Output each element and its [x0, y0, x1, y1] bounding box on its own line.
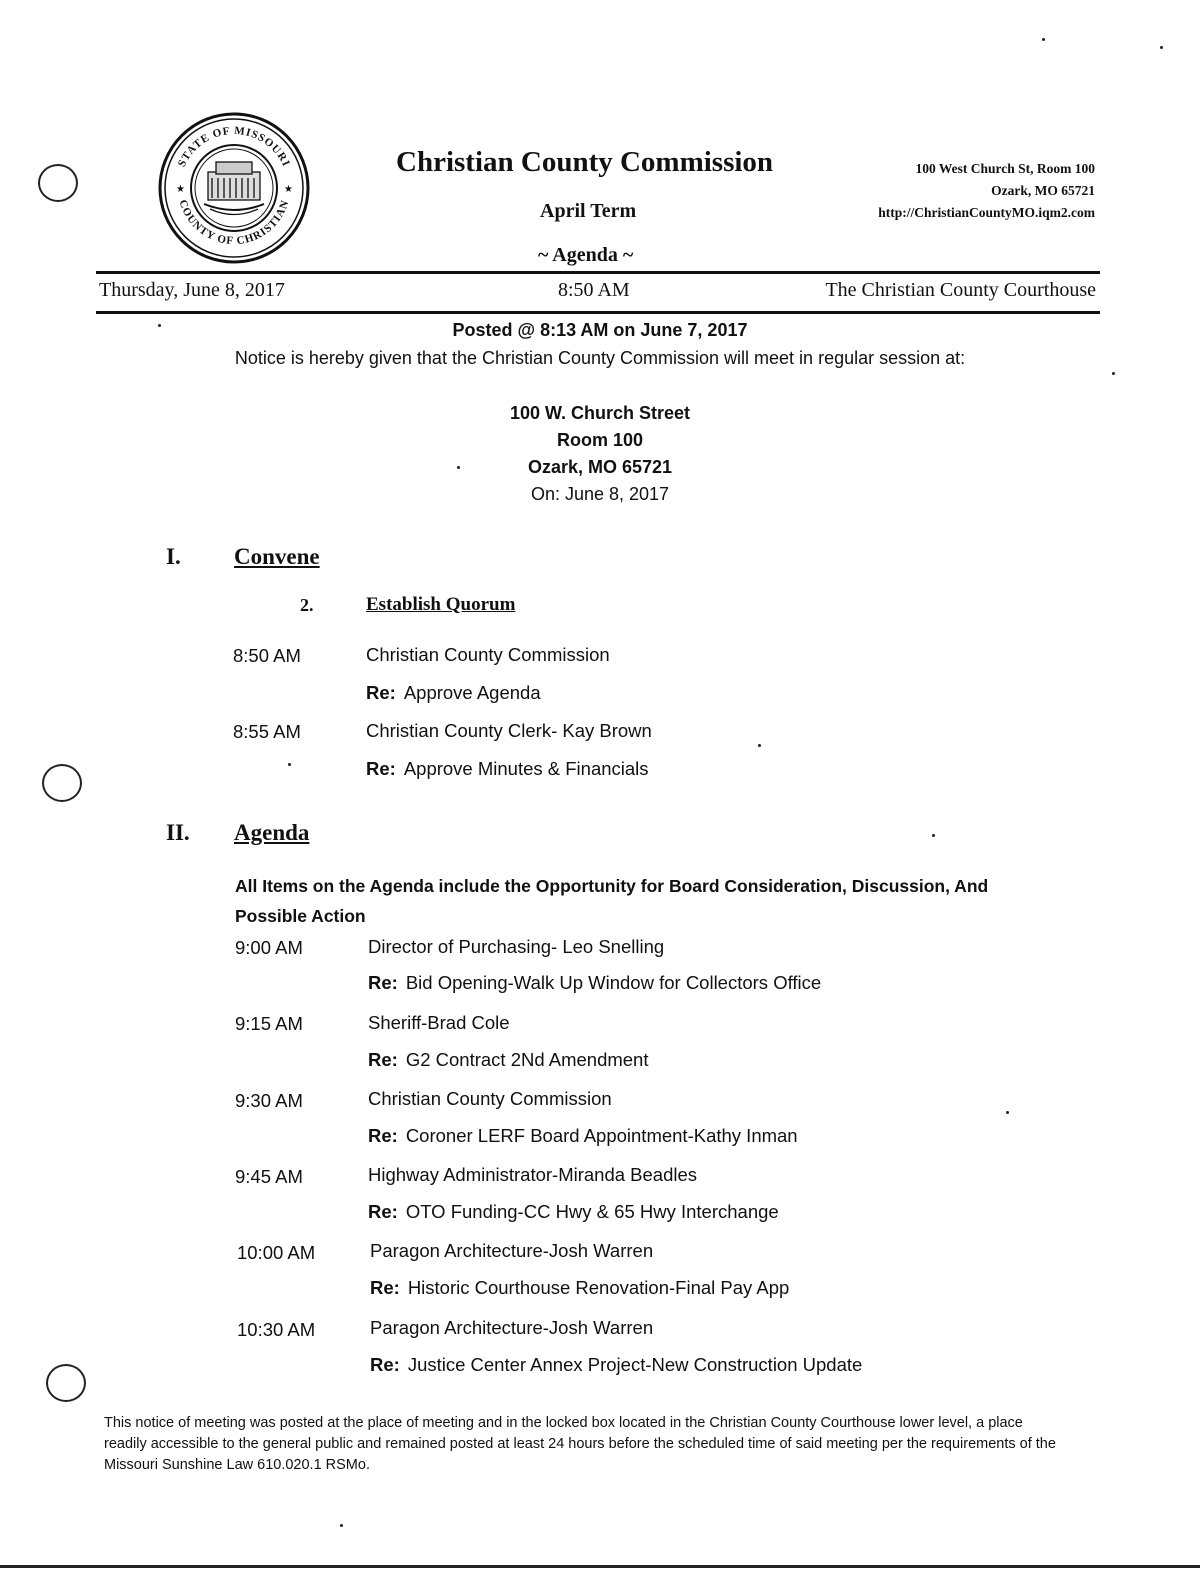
posted-line: Posted @ 8:13 AM on June 7, 2017: [452, 320, 748, 340]
scan-speck: [1112, 372, 1115, 375]
meeting-place: The Christian County Courthouse: [825, 279, 1096, 301]
item-presenter: Director of Purchasing- Leo Snelling: [368, 936, 665, 957]
section1-numeral: I.: [166, 544, 181, 569]
section2-title: Agenda: [234, 820, 310, 845]
scan-speck: [1042, 38, 1045, 41]
scan-speck: [288, 763, 291, 766]
county-seal: [158, 112, 310, 264]
website-link[interactable]: http://ChristianCountyMO.iqm2.com: [878, 205, 1095, 220]
punch-hole-bottom: [46, 1364, 86, 1402]
scan-speck: [1160, 46, 1163, 49]
address-block: [878, 158, 1095, 224]
svg-text:COUNTY OF CHRISTIAN: COUNTY OF CHRISTIAN: [176, 198, 292, 248]
notice-line: Notice is hereby given that the Christian County Commission will meet in regular session at:: [234, 348, 966, 368]
item-presenter: Christian County Commission: [368, 1088, 612, 1109]
section2-numeral: II.: [166, 820, 190, 845]
item-re: Re: Bid Opening-Walk Up Window for Collectors Office: [368, 972, 822, 993]
item-re: Re: Justice Center Annex Project-New Construction Update: [370, 1354, 863, 1375]
punch-hole-top: [38, 164, 78, 202]
footer-notice: This notice of meeting was posted at the place of meeting and in the locked box located in the Christian County Courthouse lower level, a place readily accessible to the general public and remained posted at least 24 hours before the scheduled time of said meeting per the requirements of the Missouri Sunshine Law 610.020.1 RSMo.: [104, 1415, 1056, 1473]
page-title: Christian County Commission: [396, 146, 774, 178]
meeting-date: Thursday, June 8, 2017: [99, 279, 285, 301]
punch-hole-middle: [42, 764, 82, 802]
svg-text:★: ★: [176, 184, 185, 195]
item-re: Re: G2 Contract 2Nd Amendment: [368, 1049, 649, 1070]
scan-speck: [1006, 1111, 1009, 1114]
item-time: 9:15 AM: [235, 1013, 303, 1034]
item-re: Re: Approve Minutes & Financials: [366, 758, 649, 779]
address-line1: 100 West Church St, Room 100: [915, 161, 1095, 176]
location-street: 100 W. Church Street: [509, 403, 691, 423]
item-time: 10:00 AM: [237, 1242, 316, 1263]
scan-speck: [758, 744, 761, 747]
item-time: 8:55 AM: [233, 721, 301, 742]
svg-text:STATE OF MISSOURI: STATE OF MISSOURI: [175, 124, 293, 169]
section1-sub-number: 2.: [300, 595, 314, 615]
location-room: Room 100: [556, 430, 644, 450]
scan-speck: [158, 324, 161, 327]
item-presenter: Highway Administrator-Miranda Beadles: [368, 1164, 698, 1185]
meeting-time: 8:50 AM: [558, 279, 630, 301]
item-re: Re: OTO Funding-CC Hwy & 65 Hwy Interchange: [368, 1201, 779, 1222]
bottom-rule: [96, 311, 1100, 314]
item-re: Re: Coroner LERF Board Appointment-Kathy Inman: [368, 1125, 798, 1146]
item-presenter: Paragon Architecture-Josh Warren: [370, 1317, 654, 1338]
svg-text:★: ★: [284, 184, 293, 195]
address-line2: Ozark, MO 65721: [991, 183, 1095, 198]
section1-sub-title: Establish Quorum: [366, 594, 516, 615]
scan-speck: [457, 466, 460, 469]
page-bottom-edge: [0, 1565, 1200, 1568]
item-time: 9:45 AM: [235, 1166, 303, 1187]
item-presenter: Christian County Commission: [366, 644, 610, 665]
section1-title: Convene: [234, 544, 320, 569]
location-date: On: June 8, 2017: [530, 484, 670, 504]
item-re: Re: Historic Courthouse Renovation-Final Pay App: [370, 1277, 790, 1298]
item-presenter: Christian County Clerk- Kay Brown: [366, 720, 652, 741]
item-presenter: Paragon Architecture-Josh Warren: [370, 1240, 654, 1261]
item-time: 8:50 AM: [233, 645, 301, 666]
scan-speck: [932, 834, 935, 837]
item-re: Re: Approve Agenda: [366, 682, 541, 703]
item-presenter: Sheriff-Brad Cole: [368, 1012, 510, 1033]
section2-intro: All Items on the Agenda include the Opportunity for Board Consideration, Discussion, And Possible Action: [235, 876, 989, 926]
location-block: [0, 400, 1200, 508]
item-time: 10:30 AM: [237, 1319, 316, 1340]
scan-speck: [340, 1524, 343, 1527]
top-rule: [96, 271, 1100, 274]
item-time: 9:30 AM: [235, 1090, 303, 1111]
item-time: 9:00 AM: [235, 937, 303, 958]
location-city: Ozark, MO 65721: [527, 457, 673, 477]
agenda-heading: ~ Agenda ~: [538, 244, 634, 266]
term-label: April Term: [540, 200, 637, 222]
